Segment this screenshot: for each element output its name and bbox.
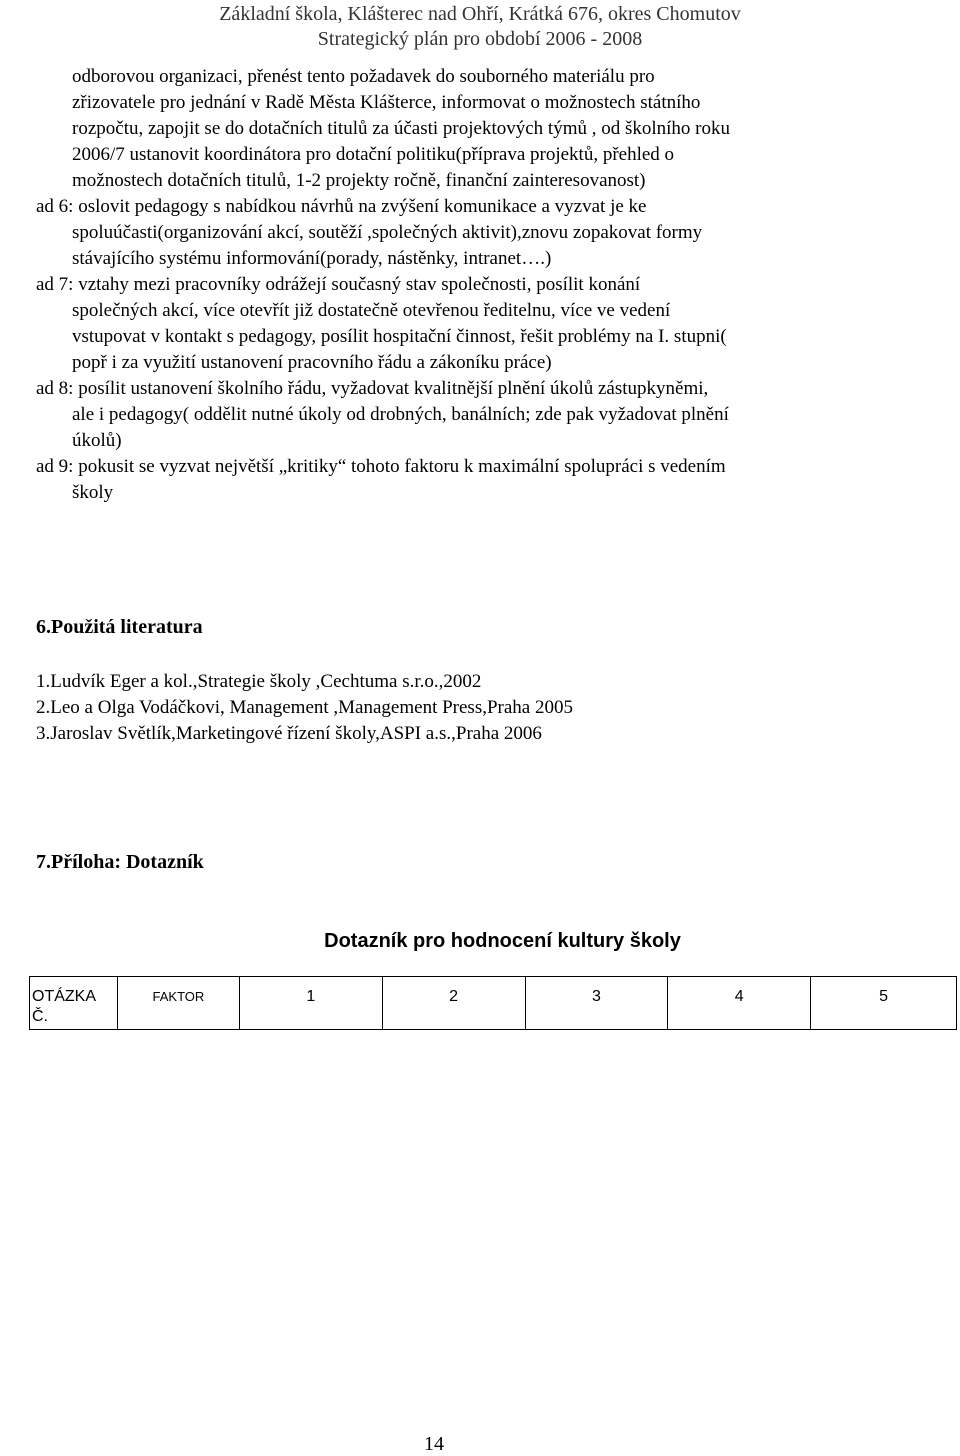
text-line: 2006/7 ustanovit koordinátora pro dotační politiku(příprava projektů, přehled o: [72, 144, 675, 165]
header-cell-score: 2: [382, 977, 525, 1030]
header-cell-question: OTÁZKA Č.: [30, 977, 118, 1030]
literature-item: 1.Ludvík Eger a kol.,Strategie školy ,Cechtuma s.r.o.,2002: [36, 671, 482, 692]
header-cell-score: 5: [811, 977, 957, 1030]
literature-title: 6.Použitá literatura: [36, 616, 203, 638]
table-header-row: [30, 977, 957, 1030]
ad-line: stávajícího systému informování(porady, nástěnky, intranet….): [72, 248, 552, 269]
ad-first-line: ad 9: pokusit se vyzvat největší „kritiky“ tohoto faktoru k maximální spolupráci s vedením: [36, 456, 726, 477]
text-line: rozpočtu, zapojit se do dotačních titulů za účasti projektových týmů , od školního roku: [72, 118, 730, 139]
ad-item-7: [36, 272, 936, 376]
ad-first-line: ad 7: vztahy mezi pracovníky odrážejí současný stav společnosti, posílit konání: [36, 274, 641, 295]
questionnaire-table: [29, 976, 957, 1030]
literature-item: 3.Jaroslav Světlík,Marketingové řízení školy,ASPI a.s.,Praha 2006: [36, 723, 542, 744]
page-number: 14: [424, 1433, 444, 1455]
ad-first-line: ad 8: posílit ustanovení školního řádu, vyžadovat kvalitnější plnění úkolů zástupkyněmi,: [36, 378, 709, 399]
ad-line: ale i pedagogy( oddělit nutné úkoly od drobných, banálních; zde pak vyžadovat plnění: [72, 404, 729, 425]
ad-line: společných akcí, více otevřít již dostatečně otevřenou ředitelnu, více ve vedení: [72, 300, 671, 321]
ad-line: popř i za využití ustanovení pracovního řádu a zákoníku práce): [72, 352, 552, 373]
ad-item-6: [36, 194, 936, 272]
header-school-name: Základní škola, Klášterec nad Ohří, Krátká 676, okres Chomutov: [219, 3, 741, 25]
ad-line: spoluúčasti(organizování akcí, soutěží ,společných aktivit),znovu zopakovat formy: [72, 222, 703, 243]
intro-paragraph: [36, 64, 936, 194]
literature-item: 2.Leo a Olga Vodáčkovi, Management ,Management Press,Praha 2005: [36, 697, 573, 718]
ad-line: školy: [72, 482, 114, 503]
ad-item-9: [36, 454, 936, 506]
header-cell-score: 1: [239, 977, 382, 1030]
appendix-title: 7.Příloha: Dotazník: [36, 851, 204, 873]
ad-item-8: [36, 376, 936, 454]
header-cell-score: 4: [668, 977, 811, 1030]
text-line: zřizovatele pro jednání v Radě Města Klášterce, informovat o možnostech státního: [72, 92, 701, 113]
header-cell-score: 3: [525, 977, 668, 1030]
header-cell-factor: FAKTOR: [117, 977, 239, 1030]
ad-first-line: ad 6: oslovit pedagogy s nabídkou návrhů na zvýšení komunikace a vyzvat je ke: [36, 196, 647, 217]
body-text: [36, 64, 936, 506]
text-line: odborovou organizaci, přenést tento požadavek do souborného materiálu pro: [72, 66, 655, 87]
text-line: možnostech dotačních titulů, 1-2 projekty ročně, finanční zainteresovanost): [72, 170, 646, 191]
header-plan-title: Strategický plán pro období 2006 - 2008: [317, 28, 643, 50]
questionnaire-title: Dotazník pro hodnocení kultury školy: [324, 930, 681, 952]
ad-line: úkolů): [72, 430, 122, 451]
ad-line: vstupovat v kontakt s pedagogy, posílit hospitační činnost, řešit problémy na I. stupni(: [72, 326, 727, 347]
